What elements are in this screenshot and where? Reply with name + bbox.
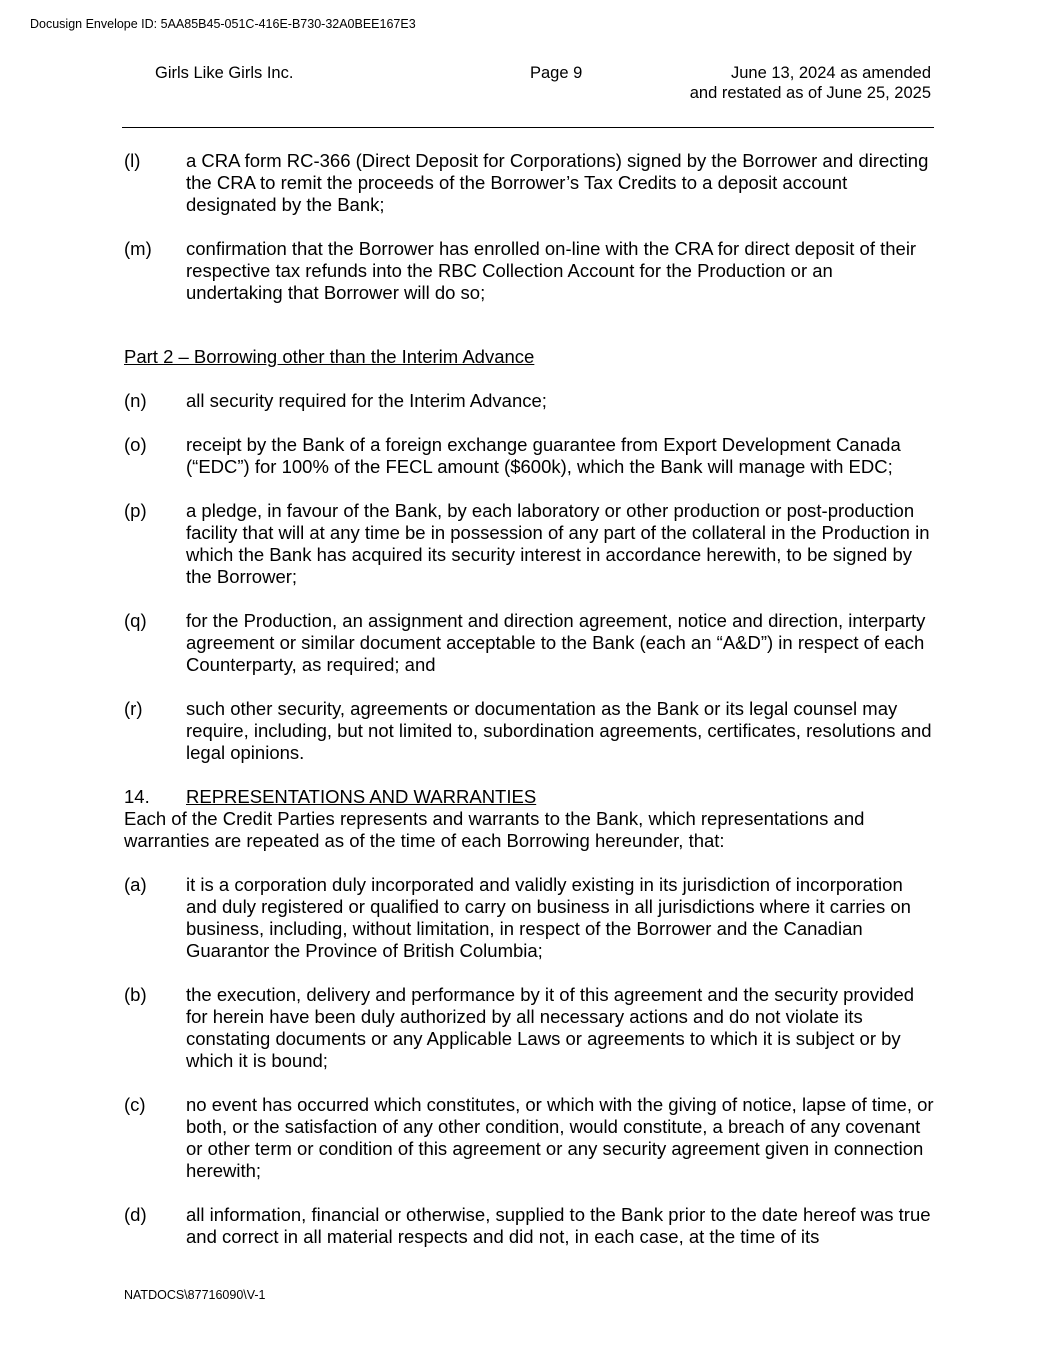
item-label: (b): [124, 984, 147, 1005]
item-text: the execution, delivery and performance by it of this agreement and the security provided for herein have been duly authorized by all necessary actions and do not violate its constating documents or any Applicable Laws or agreements to which it is subject or by which it is bound;: [186, 984, 915, 1071]
section-intro: Each of the Credit Parties represents and warrants to the Bank, which representations and warranties are repeated as of the time of each Borrowing hereunder, that:: [124, 808, 865, 851]
list-item: [124, 238, 934, 304]
section-title: REPRESENTATIONS AND WARRANTIES: [186, 786, 537, 807]
item-text: a pledge, in favour of the Bank, by each laboratory or other production or post-production facility that will at any time be in possession of any part of the collateral in the Production in which the Bank has acquired its security interest in accordance herewith, to be signed by the Borrower;: [186, 500, 930, 587]
list-item: [124, 1094, 934, 1182]
item-text: confirmation that the Borrower has enrolled on-line with the CRA for direct deposit of their respective tax refunds into the RBC Collection Account for the Production or an undertaking that Borrower will do so;: [186, 238, 917, 303]
list-item: [124, 984, 934, 1072]
item-label: (d): [124, 1204, 147, 1225]
item-text: for the Production, an assignment and direction agreement, notice and direction, interparty agreement or similar document acceptable to the Bank (each an “A&D”) in respect of each Counterparty, as required; and: [186, 610, 926, 675]
item-label: (q): [124, 610, 147, 631]
item-label: (o): [124, 434, 147, 455]
item-text: all information, financial or otherwise, supplied to the Bank prior to the date hereof was true and correct in all material respects and did not, in each case, at the time of its: [186, 1204, 931, 1247]
header-date-line1: June 13, 2024 as amended: [731, 64, 931, 82]
item-label: (c): [124, 1094, 146, 1115]
item-label: (m): [124, 238, 152, 259]
item-label: (r): [124, 698, 143, 719]
section-number: 14.: [124, 786, 150, 807]
item-label: (p): [124, 500, 147, 521]
item-text: a CRA form RC-366 (Direct Deposit for Corporations) signed by the Borrower and directing the CRA to remit the proceeds of the Borrower’s Tax Credits to a deposit account designated by the Bank;: [186, 150, 929, 215]
document-body: [124, 150, 934, 1270]
list-item: [124, 874, 934, 962]
section-14-heading: [124, 786, 934, 808]
item-text: such other security, agreements or documentation as the Bank or its legal counsel may require, including, but not limited to, subordination agreements, certificates, resolutions and legal opinions.: [186, 698, 932, 763]
list-item: [124, 698, 934, 764]
item-text: it is a corporation duly incorporated and validly existing in its jurisdiction of incorporation and duly registered or qualified to carry on business in all jurisdictions where it carries on business, including, without limitation, in respect of the Borrower and the Canadian Guarantor the Province of British Columbia;: [186, 874, 911, 961]
part2-heading: Part 2 – Borrowing other than the Interim Advance: [124, 346, 535, 367]
item-text: all security required for the Interim Advance;: [186, 390, 547, 411]
header-date-line2: and restated as of June 25, 2025: [689, 84, 931, 102]
item-text: receipt by the Bank of a foreign exchange guarantee from Export Development Canada (“EDC”) for 100% of the FECL amount ($600k), which the Bank will manage with EDC;: [186, 434, 901, 477]
list-item: [124, 500, 934, 588]
list-item: [124, 610, 934, 676]
list-item: [124, 434, 934, 478]
header-company: Girls Like Girls Inc.: [155, 64, 294, 82]
list-item: [124, 150, 934, 216]
item-text: no event has occurred which constitutes, or which with the giving of notice, lapse of time, or both, or the satisfaction of any other condition, would constitute, a breach of any covenant or other term or condition of this agreement or any security agreement given in connection herewith;: [186, 1094, 934, 1181]
envelope-id: Docusign Envelope ID: 5AA85B45-051C-416E-B730-32A0BEE167E3: [30, 17, 416, 31]
item-label: (n): [124, 390, 147, 411]
list-item: [124, 390, 934, 412]
header-page-number: Page 9: [530, 64, 583, 82]
header-rule: [122, 127, 934, 128]
header-date: [690, 63, 931, 103]
item-label: (a): [124, 874, 147, 895]
list-item: [124, 1204, 934, 1248]
item-label: (l): [124, 150, 141, 171]
document-footer-id: NATDOCS\87716090\V-1: [124, 1288, 266, 1302]
